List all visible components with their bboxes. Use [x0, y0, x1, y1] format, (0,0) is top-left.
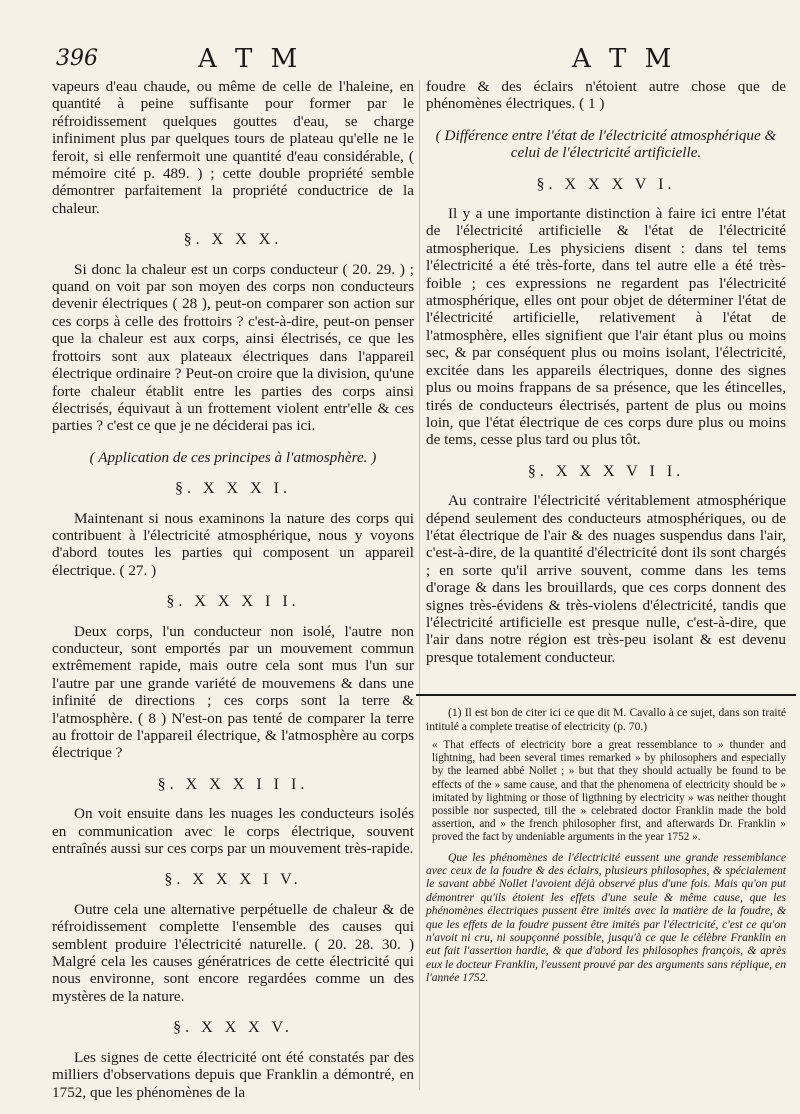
page-number: 396 [56, 46, 98, 71]
section-heading: §. X X X V. [173, 1019, 293, 1037]
right-column [426, 78, 786, 985]
footnote [426, 706, 786, 985]
paragraph: Au contraire l'électricité véritablement atmosphérique dépend seulement des conducteurs atmosphériques, ou de l'état électrique de l'air & des nuages suspendus dans l'air, c'est-à-dire, de la quantité d'électricité dont ils sont chargés ; en sorte qu'il arrive souvent, comme dans les tems d'orage & dans les brouillards, que ces corps donnent des signes très-évidens & très-violens d'électricité, tandis que l'électricité artificielle est presque nulle, c'est-à-dire, que l'air dans notre région est très-peu isolant & est devenu presque totalement conducteur. [426, 492, 786, 666]
paragraph: Les signes de cette électricité ont été constatés par des milliers d'observations depuis que Franklin a démontré, en 1752, que les phénomènes de la [52, 1048, 414, 1101]
section-heading: §. X X X I. [175, 480, 291, 498]
section-heading: §. X X X V I I. [527, 462, 685, 480]
section-heading: §. X X X V I. [536, 175, 676, 193]
running-head-left: A T M [198, 44, 303, 74]
paragraph: On voit ensuite dans les nuages les conducteurs isolés en communication avec le corps électrique, souvent entraînés aussi sur ces corps par un mouvement très-rapide. [52, 805, 414, 858]
footnote-intro: (1) Il est bon de citer ici ce que dit M. Cavallo à ce sujet, dans son traité intitulé a complete treatise of electricity (p. 70.) [426, 706, 786, 733]
paragraph: Il y a une importante distinction à faire ici entre l'état de l'électricité artificielle & l'état de l'électricité atmospherique. Les physiciens disent : dans tel tems l'électricité a été très-forte, dans tel autre elle a été très-foible ; ces expressions ne regardent pas l'électricité atmosphérique, elles ont pour objet de déterminer l'état de l'électricité artificielle, relativement à l'état de l'atmosphère, elles signifient que l'air étant plus ou moins sec, & par conséquent plus ou moins isolant, l'électricité, excitée dans les appareils électriques, donne des signes plus ou moins frappans de sa présence, que les étincelles, tirés de conducteurs électrisés, partent de plus ou moins loin, que l'état électrique de ces corps dure plus ou moins de tems, cesse plus tard ou plus tôt. [426, 205, 786, 449]
section-heading: §. X X X I V. [164, 871, 302, 889]
section-heading: §. X X X I I. [166, 593, 300, 611]
subheading: ( Différence entre l'état de l'électricité atmosphérique & celui de l'électricité artificielle. [435, 126, 777, 162]
section-heading: §. X X X. [183, 231, 283, 249]
paragraph: Deux corps, l'un conducteur non isolé, l'autre non conducteur, sont emportés par un mouvement commun extrêmement rapide, mais outre cela sont mus l'un sur l'autre par une grande variété de mouvemens & dans une infinité de directions ; ces corps sont la terre & l'atmosphère. ( 8 ) N'est-on pas tenté de comparer la terre au frottoir de l'appareil électrique, & l'atmosphère au corps électrique ? [52, 622, 414, 762]
paragraph: Maintenant si nous examinons la nature des corps qui contribuent à l'électricité atmosphérique, nous y voyons d'abord toutes les parties qui composent un appareil électrique. ( 27. ) [52, 509, 414, 579]
paragraph: Si donc la chaleur est un corps conducteur ( 20. 29. ) ; quand on voit par son moyen des corps non conducteurs devenir électriques ( 28 ), peut-on comparer son action sur ces corps à celle des frottoirs ? c'est-à-dire, peut-on penser que la chaleur est aux corps, ainsi électrisés, ce que les frottoirs sont aux plateaux électriques dans l'appareil électrique ordinaire ? Peut-on croire que la division, qu'une forte chaleur établit entre les parties des corps ainsi électrisés, équivaut à un frottement violent entr'elle & ces parties ? c'est ce que je ne déciderai pas ici. [52, 260, 414, 435]
footnote-translation: Que les phénomènes de l'électricité eussent une grande ressemblance avec ceux de la foudre & des éclairs, plusieurs philosophes, & spécialement le savant abbé Nollet l'avoient déjà observé plus d'une fois. Mais qu'on put démontrer qu'ils étoient les effets d'une seule & même cause, que les phénomènes électriques pussent être imités avec la matière de la foudre, & que les effets de la foudre pussent être imités par l'électricité, c'est ce qu'on n'avoit ni cru, ni soupçonné possible, jusqu'à ce que le célèbre Franklin en eut fait l'assertion hardie, & que d'abord les philosophes françois, & après eux le docteur Franklin, l'eussent prouvé par des arguments sans réplique, en l'année 1752. [426, 850, 786, 985]
footnote-quote: « That effects of electricity bore a great ressemblance to » thunder and lightning, had been several times remarked » by philosophers and especially by the learned abbé Nollet ; » but that they should actually be found to be effects of the » same cause, and that the phenomena of electricity should be » imitated by lightning or those of ligthning by electricity » was neither thought possible nor suspected, till the » celebrated doctor Franklin made the bold assertion, and » the french philosopher first, and afterwards Dr. Franklin » proved the fact by undeniable arguments in the year 1752 ». [432, 739, 786, 844]
subheading: ( Application de ces principes à l'atmosphère. ) [89, 448, 377, 466]
section-heading: §. X X X I I I. [157, 775, 309, 793]
paragraph: Outre cela une alternative perpétuelle de chaleur & de réfroidissement complette l'ensemble des causes qui semblent produire l'électricité naturelle. ( 20. 28. 30. ) Malgré cela les causes génératrices de cette électricité qui nous environne, sont encore regardées comme un des mystères de la nature. [52, 900, 414, 1005]
footnote-rule [416, 694, 796, 696]
paragraph: foudre & des éclairs n'étoient autre chose que de phénomènes électriques. ( 1 ) [426, 78, 786, 113]
paragraph: vapeurs d'eau chaude, ou même de celle de l'haleine, en quantité à peine suffisante pour former par le réfroidissement quelques gouttes d'eau, se charge infiniment plus par quelques tours de plateau qu'elle ne le feroit, si elle renfermoit une quantité d'eau considérable, ( mémoire cité p. 489. ) ; cette double propriété semble démontrer parfaitement la propriété conductrice de la chaleur. [52, 78, 414, 217]
column-divider [419, 80, 420, 1090]
left-column [52, 78, 414, 1101]
running-head-right: A T M [572, 44, 677, 74]
